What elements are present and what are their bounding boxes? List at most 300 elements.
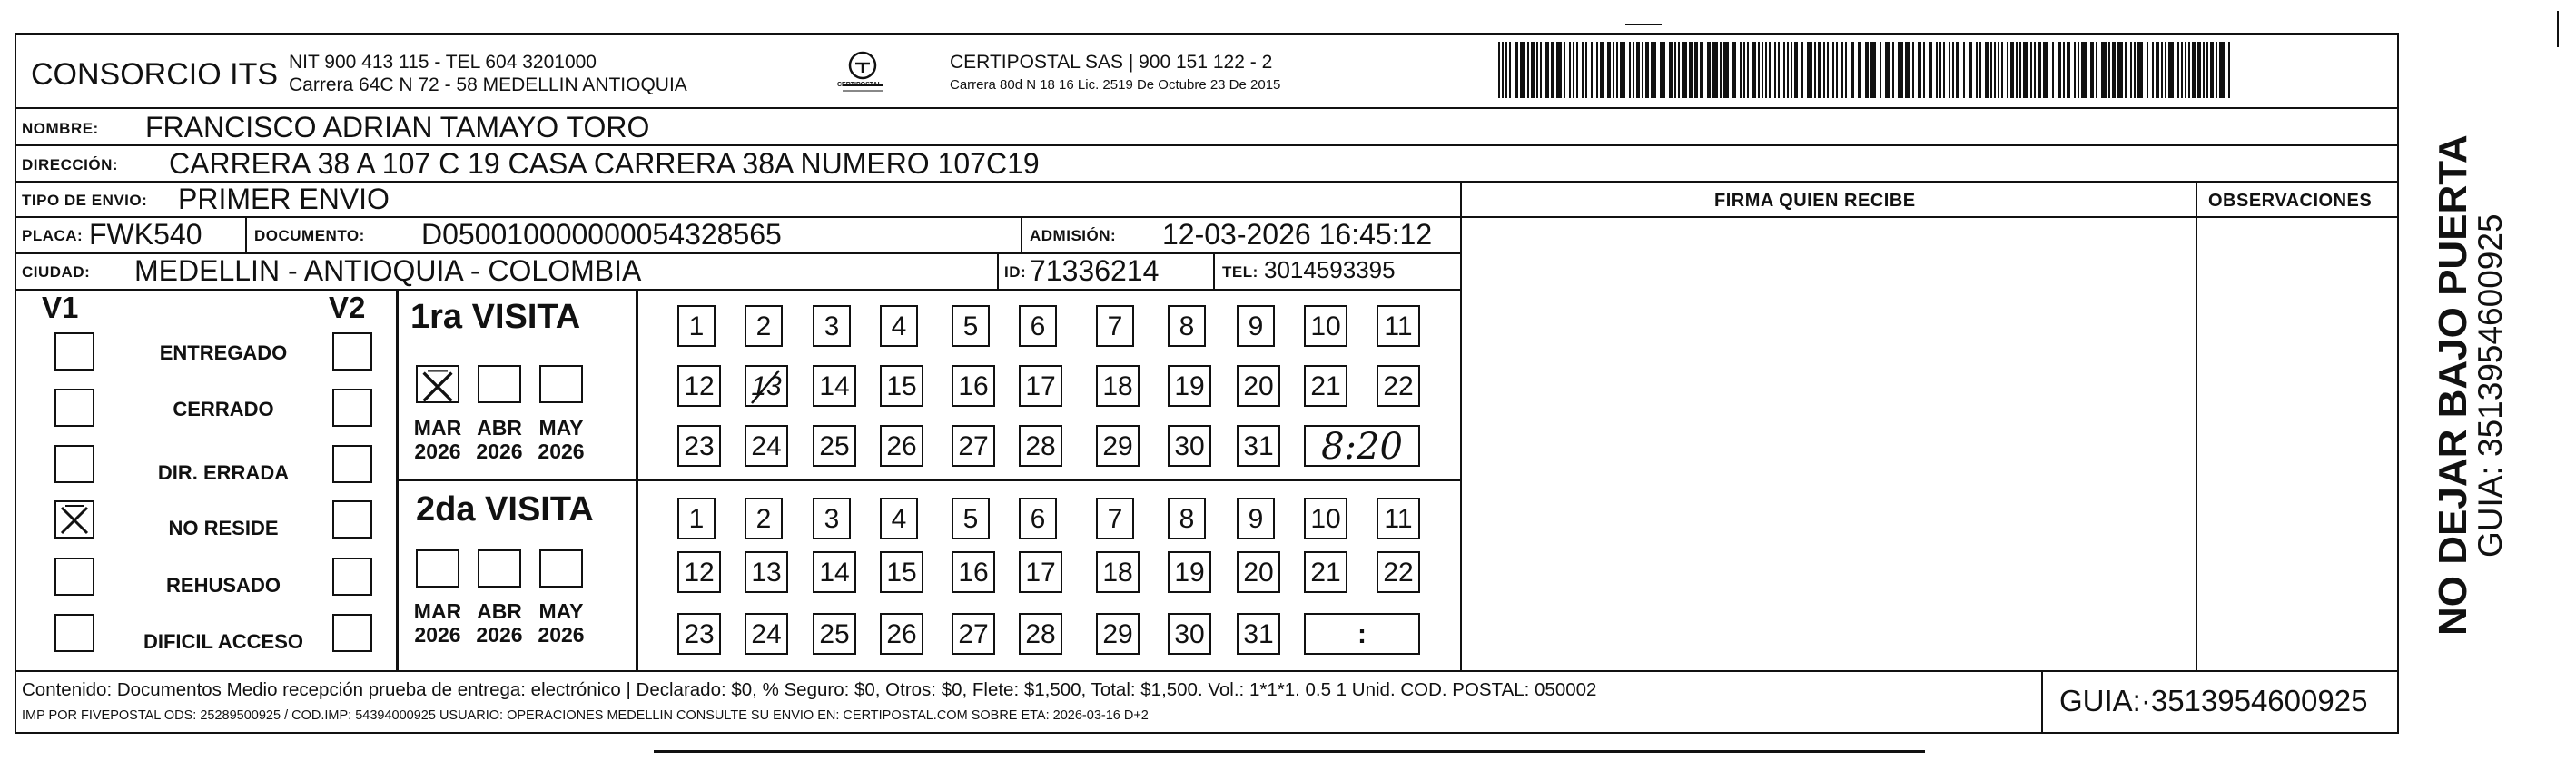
barcode-bar [1923, 42, 1925, 98]
barcode-bar [1720, 42, 1722, 98]
barcode-bar [1892, 42, 1894, 98]
barcode-bar [2112, 42, 2116, 98]
day-cell[interactable]: 24 [745, 425, 788, 467]
barcode-bar [1851, 42, 1854, 98]
day-cell[interactable]: 29 [1096, 425, 1140, 467]
day-cell[interactable]: 9 [1237, 305, 1275, 347]
month-name: MAR [413, 416, 462, 440]
barcode-bar [1823, 42, 1825, 98]
barcode-bar [2058, 42, 2061, 98]
v1-checkbox[interactable] [54, 500, 94, 539]
day-cell[interactable]: 7 [1096, 498, 1134, 539]
barcode-bar [2192, 42, 2196, 98]
day-cell[interactable]: 24 [745, 613, 788, 655]
barcode-bar [1791, 42, 1792, 98]
month-year: 2026 [476, 440, 523, 463]
day-cell[interactable]: 31 [1237, 425, 1280, 467]
day-cell[interactable]: 22 [1377, 551, 1420, 593]
barcode-bar [1596, 42, 1598, 98]
barcode-bar [1956, 42, 1959, 98]
v2-label: V2 [329, 291, 366, 324]
barcode-bar [1613, 42, 1614, 98]
barcode-bar [1880, 42, 1881, 98]
month-label [409, 416, 467, 463]
barcode-bar [1858, 42, 1861, 98]
admision-value: 12-03-2026 16:45:12 [1162, 218, 1433, 251]
barcode-bar [1758, 42, 1760, 98]
status-label: CERRADO [173, 398, 274, 420]
barcode-bar [1520, 42, 1525, 98]
barcode-bar [1505, 42, 1507, 98]
day-cell[interactable]: 6 [1019, 498, 1057, 539]
month-label [532, 599, 590, 647]
day-cell[interactable]: 29 [1096, 613, 1140, 655]
barcode-bar [1885, 42, 1890, 98]
barcode-bar [1636, 42, 1640, 98]
status-label: NO RESIDE [168, 517, 279, 539]
barcode-bar [1865, 42, 1869, 98]
barcode-bar [1990, 42, 1992, 98]
month-label [470, 416, 528, 463]
barcode-bar [2185, 42, 2186, 98]
barcode-bar [1564, 42, 1565, 98]
barcode-bar [2125, 42, 2127, 98]
month-year: 2026 [538, 623, 585, 647]
day-cell[interactable]: 2 [745, 498, 783, 539]
col-footer-guia [2041, 670, 2043, 734]
status-label: ENTREGADO [159, 341, 288, 364]
barcode-bar [1551, 42, 1554, 98]
month-checkbox[interactable] [478, 365, 521, 403]
barcode-bar [1765, 42, 1767, 98]
barcode-bar [2206, 42, 2208, 98]
barcode-bar [1616, 42, 1618, 98]
v1-checkbox[interactable] [54, 389, 94, 427]
placa-label: PLACA: [22, 227, 84, 244]
barcode-bar [1870, 42, 1876, 98]
barcode-bar [1787, 42, 1789, 98]
day-cell[interactable]: 12 [677, 551, 721, 593]
direccion-label: DIRECCIÓN: [22, 156, 119, 173]
col-id [997, 252, 999, 289]
barcode-bar [1832, 42, 1834, 98]
barcode-bar [2101, 42, 2107, 98]
barcode-bar [1918, 42, 1921, 98]
barcode-bar [1943, 42, 1945, 98]
tel-value: 3014593395 [1264, 256, 1396, 283]
barcode-bar [1939, 42, 1941, 98]
day-cell[interactable]: 4 [880, 498, 918, 539]
barcode-bar [1963, 42, 1965, 98]
barcode-bar [1660, 42, 1665, 98]
barcode-bar [1912, 42, 1914, 98]
v1-label: V1 [42, 291, 79, 324]
day-cell[interactable]: 16 [952, 365, 995, 407]
footer-imp: IMP POR FIVEPOSTAL ODS: 25289500925 / COD.IMP: 54394000925 USUARIO: OPERACIONES MEDELLIN CONSULTE SU ENVIO EN: CERTIPOSTAL.COM SOBRE ETA: 2026-03-16 D+2 [22, 708, 1149, 723]
nombre-value: FRANCISCO ADRIAN TAMAYO TORO [145, 111, 650, 143]
barcode-bar [2019, 42, 2021, 98]
month-name: MAR [413, 599, 462, 623]
barcode-bar [1762, 42, 1763, 98]
barcode-bar [1629, 42, 1631, 98]
barcode-bar [1509, 42, 1511, 98]
barcode-bar [1949, 42, 1950, 98]
rule-ciudad [15, 289, 1460, 291]
day-cell[interactable]: 26 [880, 613, 923, 655]
day-cell[interactable]: 1 [677, 305, 716, 347]
documento-value: D050010000000054328565 [421, 218, 782, 251]
day-cell[interactable]: 19 [1168, 551, 1211, 593]
day-cell[interactable]: 25 [813, 425, 856, 467]
nombre-label: NOMBRE: [22, 120, 99, 137]
carrier-address: Carrera 80d N 18 16 Lic. 2519 De Octubre 23 De 2015 [950, 77, 1281, 93]
day-cell[interactable]: 4 [880, 305, 918, 347]
month-year: 2026 [414, 440, 461, 463]
day-cell[interactable]: 25 [813, 613, 856, 655]
month-name: MAY [538, 599, 584, 623]
status-label: DIR. ERRADA [157, 461, 290, 484]
barcode-bar [1642, 42, 1643, 98]
barcode-bar [1969, 42, 1972, 98]
company-address: Carrera 64C N 72 - 58 MEDELLIN ANTIOQUIA [289, 74, 687, 95]
v1-checkbox[interactable] [54, 332, 94, 371]
day-cell[interactable]: 20 [1237, 365, 1280, 407]
barcode-bar [2090, 42, 2094, 98]
barcode-bar [2067, 42, 2070, 98]
barcode-bar [1600, 42, 1604, 98]
barcode-bar [2188, 42, 2190, 98]
barcode-bar [1732, 42, 1736, 98]
barcode-bar [1845, 42, 1847, 98]
barcode-bar [2108, 42, 2110, 98]
barcode-bar [1783, 42, 1785, 98]
barcode-bar [1576, 42, 1578, 98]
firma-label: FIRMA QUIEN RECIBE [1714, 191, 1916, 211]
barcode-bar [1929, 42, 1932, 98]
day-number: 13 [751, 371, 782, 401]
barcode-bar [1498, 42, 1500, 98]
barcode-bar [2074, 42, 2076, 98]
col-firma-left [1460, 181, 1462, 671]
barcode-bar [1700, 42, 1703, 98]
barcode-bar [2156, 42, 2159, 98]
barcode-bar [1723, 42, 1729, 98]
barcode-bar [1556, 42, 1562, 98]
barcode-bar [2043, 42, 2048, 98]
barcode-bar [2168, 42, 2174, 98]
day-cell[interactable]: 27 [952, 613, 995, 655]
barcode-bar [1936, 42, 1938, 98]
barcode-bar [1747, 42, 1749, 98]
barcode-bar [1694, 42, 1698, 98]
rule-visits-split [396, 479, 1460, 481]
v1-checkbox[interactable] [54, 445, 94, 483]
certipostal-logo [835, 45, 890, 100]
tipo-value: PRIMER ENVIO [178, 183, 390, 215]
day-cell[interactable]: 15 [880, 365, 923, 407]
barcode-tick [1625, 24, 1662, 25]
barcode-bar [1712, 42, 1718, 98]
day-cell[interactable]: 11 [1377, 498, 1420, 539]
ciudad-label: CIUDAD: [22, 263, 91, 281]
day-cell[interactable]: 3 [813, 498, 851, 539]
admision-label: ADMISIÓN: [1030, 227, 1117, 244]
time-cell[interactable]: 8:20 [1304, 425, 1420, 467]
barcode-bar [2152, 42, 2154, 98]
v2-checkbox[interactable] [332, 389, 372, 427]
barcode-bar [2203, 42, 2205, 98]
month-checkbox[interactable] [539, 365, 583, 403]
month-year: 2026 [538, 440, 585, 463]
barcode-bar [1536, 42, 1538, 98]
company-nit: NIT 900 413 115 - TEL 604 3201000 [289, 52, 597, 73]
barcode-bar [1689, 42, 1693, 98]
barcode-bar [2210, 42, 2214, 98]
day-cell[interactable]: 23 [677, 613, 721, 655]
barcode-bar [2137, 42, 2143, 98]
day-cell[interactable]: 21 [1304, 365, 1347, 407]
month-checkbox[interactable] [416, 365, 459, 403]
day-cell[interactable]: 13 [745, 551, 788, 593]
day-cell[interactable]: 12 [677, 365, 721, 407]
v2-checkbox[interactable] [332, 558, 372, 596]
month-checkbox[interactable] [539, 549, 583, 588]
firma-header-rule [1460, 216, 2399, 218]
month-checkbox[interactable] [416, 549, 459, 588]
month-name: MAY [538, 416, 584, 440]
barcode [1498, 42, 2234, 98]
barcode-bar [1998, 42, 1999, 98]
second-visit-label: 2da VISITA [416, 490, 594, 529]
v2-checkbox[interactable] [332, 614, 372, 652]
barcode-bar [1633, 42, 1634, 98]
footer-content: Contenido: Documentos Medio recepción prueba de entrega: electrónico | Declarado: $0, % Seguro: $0, Otros: $0, Flete: $1,500, Total: $1,500. Vol.: 1*1*1. 0.5 1 Unid. COD. POSTAL: 050002 [22, 679, 1597, 700]
month-name: ABR [477, 416, 522, 440]
day-cell[interactable]: 23 [677, 425, 721, 467]
month-year: 2026 [414, 623, 461, 647]
day-cell[interactable]: 5 [952, 305, 990, 347]
barcode-bar [2052, 42, 2054, 98]
day-cell[interactable]: 19 [1168, 365, 1211, 407]
barcode-bar [1994, 42, 1996, 98]
barcode-bar [2081, 42, 2087, 98]
day-cell[interactable]: 14 [813, 551, 856, 593]
barcode-bar [1678, 42, 1680, 98]
barcode-bar [1979, 42, 1981, 98]
day-cell[interactable]: 8 [1168, 305, 1206, 347]
barcode-bar [1531, 42, 1535, 98]
barcode-bar [1905, 42, 1910, 98]
barcode-bar [2078, 42, 2079, 98]
day-cell[interactable]: 1 [677, 498, 716, 539]
day-cell[interactable]: 3 [813, 305, 851, 347]
barcode-bar [2007, 42, 2008, 98]
handwritten-mark-icon [746, 367, 786, 407]
placa-value: FWK540 [89, 218, 202, 251]
day-cell[interactable]: 27 [952, 425, 995, 467]
side-notice: NO DEJAR BAJO PUERTA [2431, 134, 2475, 636]
day-cell[interactable]: 10 [1304, 305, 1347, 347]
barcode-bar [2023, 42, 2028, 98]
barcode-bar [1582, 42, 1584, 98]
barcode-bar [1752, 42, 1756, 98]
day-cell[interactable]: 21 [1304, 551, 1347, 593]
observaciones-label: OBSERVACIONES [2208, 191, 2373, 211]
month-label [409, 599, 467, 647]
barcode-bar [2030, 42, 2032, 98]
barcode-bar [1774, 42, 1776, 98]
barcode-bar [1502, 42, 1504, 98]
direccion-value: CARRERA 38 A 107 C 19 CASA CARRERA 38A NUMERO 107C19 [169, 147, 1040, 180]
barcode-bar [1540, 42, 1542, 98]
day-cell[interactable]: 2 [745, 305, 783, 347]
status-label: REHUSADO [166, 574, 281, 597]
day-cell[interactable]: 7 [1096, 305, 1134, 347]
day-cell[interactable]: 14 [813, 365, 856, 407]
barcode-bar [2038, 42, 2041, 98]
month-label [532, 416, 590, 463]
day-cell[interactable]: 30 [1168, 613, 1211, 655]
barcode-bar [1836, 42, 1838, 98]
v1-checkbox[interactable] [54, 558, 94, 596]
right-edge [2557, 11, 2559, 47]
barcode-bar [1794, 42, 1798, 98]
day-cell[interactable]: 6 [1019, 305, 1057, 347]
barcode-bar [2016, 42, 2018, 98]
barcode-bar [2001, 42, 2003, 98]
documento-label: DOCUMENTO: [254, 227, 365, 244]
barcode-bar [1827, 42, 1829, 98]
barcode-bar [1769, 42, 1771, 98]
x-mark-icon [56, 502, 93, 539]
barcode-bar [1778, 42, 1780, 98]
barcode-bar [1569, 42, 1571, 98]
day-cell[interactable]: 17 [1019, 551, 1062, 593]
barcode-bar [1674, 42, 1676, 98]
rule-header [15, 107, 2399, 109]
day-cell[interactable]: 18 [1096, 551, 1140, 593]
barcode-bar [1651, 42, 1656, 98]
id-value: 71336214 [1030, 254, 1160, 287]
barcode-bar [1620, 42, 1625, 98]
barcode-bar [2177, 42, 2179, 98]
barcode-bar [1573, 42, 1574, 98]
barcode-bar [1743, 42, 1745, 98]
barcode-bar [2216, 42, 2217, 98]
barcode-bar [1814, 42, 1816, 98]
status-label: DIFICIL ACCESO [143, 630, 303, 653]
day-cell[interactable]: 22 [1377, 365, 1420, 407]
barcode-bar [2228, 42, 2230, 98]
barcode-bar [1985, 42, 1989, 98]
barcode-bar [1841, 42, 1843, 98]
day-cell[interactable]: 30 [1168, 425, 1211, 467]
first-visit-label: 1ra VISITA [410, 298, 581, 336]
day-cell[interactable] [745, 365, 788, 407]
day-cell[interactable]: 15 [880, 551, 923, 593]
barcode-bar [1545, 42, 1549, 98]
barcode-bar [2130, 42, 2132, 98]
company-name: CONSORCIO ITS [31, 57, 279, 92]
day-cell[interactable]: 28 [1019, 613, 1062, 655]
barcode-bar [1898, 42, 1903, 98]
col-admision [1021, 216, 1022, 252]
barcode-bar [2161, 42, 2163, 98]
v2-checkbox[interactable] [332, 332, 372, 371]
bottom-edge [654, 750, 1925, 753]
day-cell[interactable]: 17 [1019, 365, 1062, 407]
barcode-bar [2096, 42, 2097, 98]
barcode-bar [2063, 42, 2065, 98]
v1-checkbox[interactable] [54, 614, 94, 652]
side-guia: GUIA: 3513954600925 [2472, 213, 2509, 558]
barcode-bar [1740, 42, 1742, 98]
carrier-name: CERTIPOSTAL SAS | 900 151 122 - 2 [950, 52, 1273, 73]
v2-checkbox[interactable] [332, 500, 372, 539]
id-label: ID: [1004, 263, 1027, 281]
month-label [470, 599, 528, 647]
col-tel [1213, 252, 1215, 289]
day-cell[interactable]: 18 [1096, 365, 1140, 407]
day-cell[interactable]: 31 [1237, 613, 1280, 655]
footer-guia: GUIA:·3513954600925 [2059, 684, 2368, 717]
barcode-bar [1952, 42, 1954, 98]
logo-text: CERTIPOSTAL [837, 82, 882, 88]
v2-checkbox[interactable] [332, 445, 372, 483]
col-obs-left [2196, 181, 2197, 671]
barcode-bar [2219, 42, 2225, 98]
day-cell[interactable]: 11 [1377, 305, 1420, 347]
rule-nombre [15, 144, 2399, 146]
barcode-bar [1976, 42, 1978, 98]
barcode-bar [1801, 42, 1803, 98]
day-cell[interactable]: 28 [1019, 425, 1062, 467]
barcode-bar [1682, 42, 1687, 98]
tipo-label: TIPO DE ENVIO: [22, 192, 148, 209]
barcode-bar [2197, 42, 2201, 98]
barcode-bar [1607, 42, 1611, 98]
month-year: 2026 [476, 623, 523, 647]
ciudad-value: MEDELLIN - ANTIOQUIA - COLOMBIA [134, 254, 642, 287]
tel-label: TEL: [1222, 263, 1258, 281]
barcode-bar [2181, 42, 2183, 98]
barcode-bar [1707, 42, 1711, 98]
day-cell[interactable]: 10 [1304, 498, 1347, 539]
day-cell[interactable]: 26 [880, 425, 923, 467]
barcode-bar [1585, 42, 1587, 98]
day-cell[interactable]: 8 [1168, 498, 1206, 539]
barcode-bar [1818, 42, 1821, 98]
barcode-bar [2117, 42, 2123, 98]
barcode-bar [1669, 42, 1673, 98]
day-cell[interactable]: 9 [1237, 498, 1275, 539]
barcode-bar [1591, 42, 1593, 98]
month-checkbox[interactable] [478, 549, 521, 588]
barcode-bar [2034, 42, 2036, 98]
day-cell[interactable]: 20 [1237, 551, 1280, 593]
barcode-bar [1515, 42, 1518, 98]
day-cell[interactable]: 16 [952, 551, 995, 593]
col-placa-doc [245, 216, 247, 252]
month-name: ABR [477, 599, 522, 623]
barcode-bar [2165, 42, 2166, 98]
day-cell[interactable]: 5 [952, 498, 990, 539]
barcode-bar [1807, 42, 1812, 98]
barcode-bar [1527, 42, 1529, 98]
barcode-bar [2147, 42, 2148, 98]
time-cell[interactable]: : [1304, 613, 1420, 655]
barcode-bar [2010, 42, 2014, 98]
